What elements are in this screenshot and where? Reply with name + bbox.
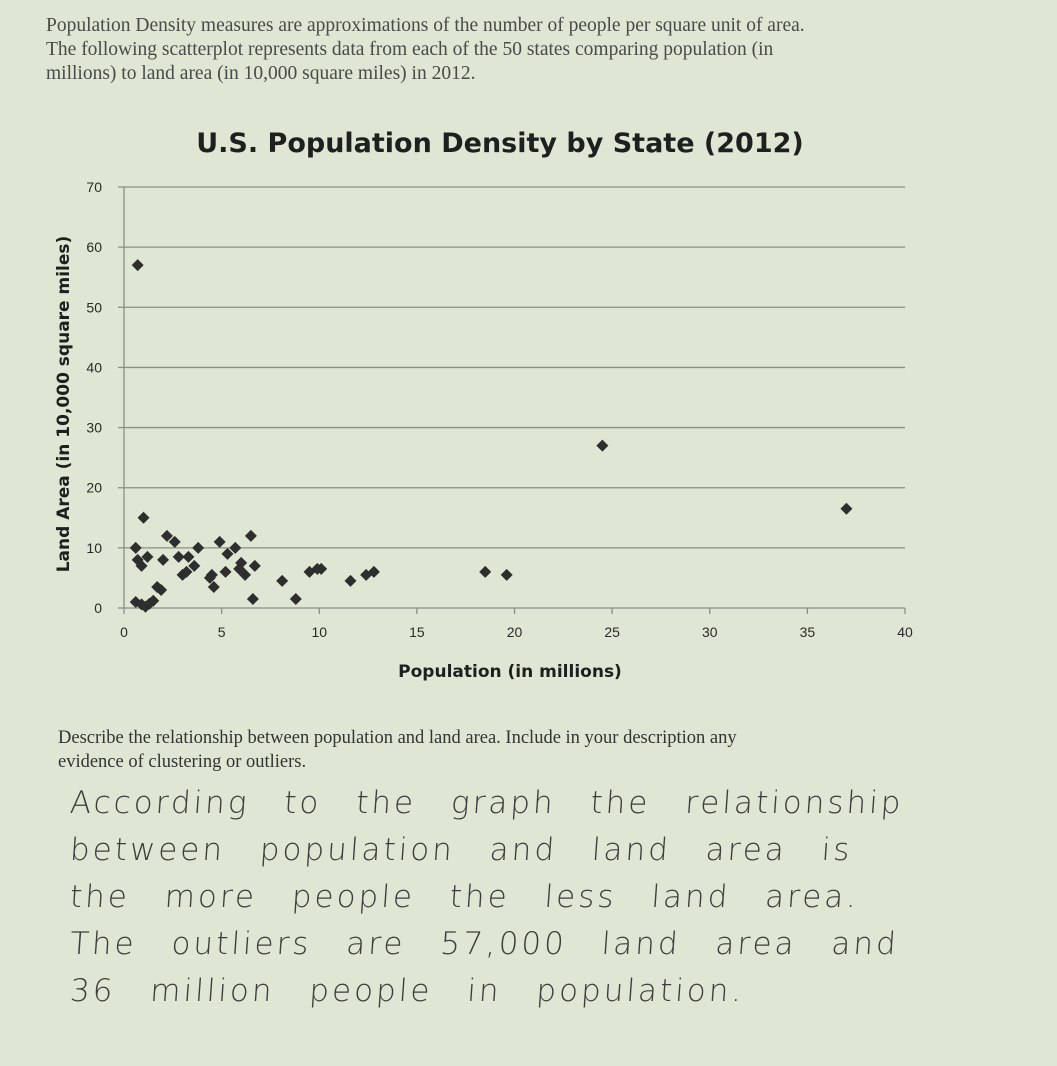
handwritten-answer bbox=[70, 780, 1030, 1015]
answer-line-4: The outliers are 57,000 land area and bbox=[68, 926, 901, 962]
intro-line-3: millions) to land area (in 10,000 square miles) in 2012. bbox=[46, 63, 476, 84]
answer-line-1: According to the graph the relationship bbox=[68, 785, 905, 821]
data-point bbox=[840, 503, 852, 515]
data-point bbox=[132, 259, 144, 271]
x-tick-label: 0 bbox=[120, 624, 128, 640]
prompt-line-2: evidence of clustering or outliers. bbox=[58, 752, 307, 772]
data-point bbox=[479, 566, 491, 578]
data-point bbox=[138, 512, 150, 524]
y-tick-label: 70 bbox=[86, 179, 102, 195]
y-tick-labels bbox=[86, 179, 102, 616]
data-points bbox=[130, 259, 853, 613]
y-tick-label: 20 bbox=[86, 479, 102, 496]
y-tick-label: 10 bbox=[86, 539, 102, 556]
data-point bbox=[220, 566, 232, 578]
answer-line-2: between population and land area is bbox=[68, 832, 854, 868]
data-point bbox=[290, 593, 302, 605]
x-tick-label: 20 bbox=[506, 624, 523, 640]
x-tick-label: 30 bbox=[701, 624, 718, 640]
x-tick-label: 5 bbox=[217, 624, 226, 640]
x-tick-label: 10 bbox=[311, 624, 328, 640]
data-point bbox=[157, 554, 169, 566]
x-tick-labels bbox=[120, 624, 913, 640]
gridlines bbox=[124, 187, 905, 548]
intro-line-2: The following scatterplot represents data from each of the 50 states comparing population (in bbox=[46, 39, 774, 60]
intro-line-1: Population Density measures are approximations of the number of people per square unit of area. bbox=[46, 15, 805, 36]
y-tick-label: 0 bbox=[94, 600, 102, 616]
answer-line-3: the more people the less land area. bbox=[68, 879, 861, 915]
data-point bbox=[192, 542, 204, 554]
x-tick-label: 40 bbox=[897, 624, 913, 640]
answer-line-5: 36 million people in population. bbox=[68, 973, 746, 1009]
data-point bbox=[214, 536, 226, 548]
data-point bbox=[130, 542, 142, 554]
data-point bbox=[501, 569, 513, 581]
y-tick-label: 60 bbox=[86, 239, 102, 256]
data-point bbox=[182, 551, 194, 563]
data-point bbox=[141, 551, 153, 563]
chart-title: U.S. Population Density by State (2012) bbox=[196, 128, 804, 159]
prompt-line-1: Describe the relationship between population and land area. Include in your description any bbox=[58, 728, 737, 748]
y-tick-label: 40 bbox=[86, 359, 102, 376]
y-axis-label: Land Area (in 10,000 square miles) bbox=[54, 235, 74, 573]
data-point bbox=[276, 575, 288, 587]
x-axis-label: Population (in millions) bbox=[398, 662, 622, 682]
y-tick-label: 30 bbox=[86, 419, 102, 436]
data-point bbox=[245, 530, 257, 542]
x-tick-label: 35 bbox=[799, 624, 816, 640]
data-point bbox=[249, 560, 261, 572]
data-point bbox=[596, 440, 608, 452]
y-tick-label: 50 bbox=[86, 299, 102, 316]
x-tick-label: 15 bbox=[409, 624, 425, 640]
x-tick-label: 25 bbox=[604, 624, 620, 640]
question-prompt bbox=[58, 726, 938, 774]
data-point bbox=[247, 593, 259, 605]
data-point bbox=[344, 575, 356, 587]
